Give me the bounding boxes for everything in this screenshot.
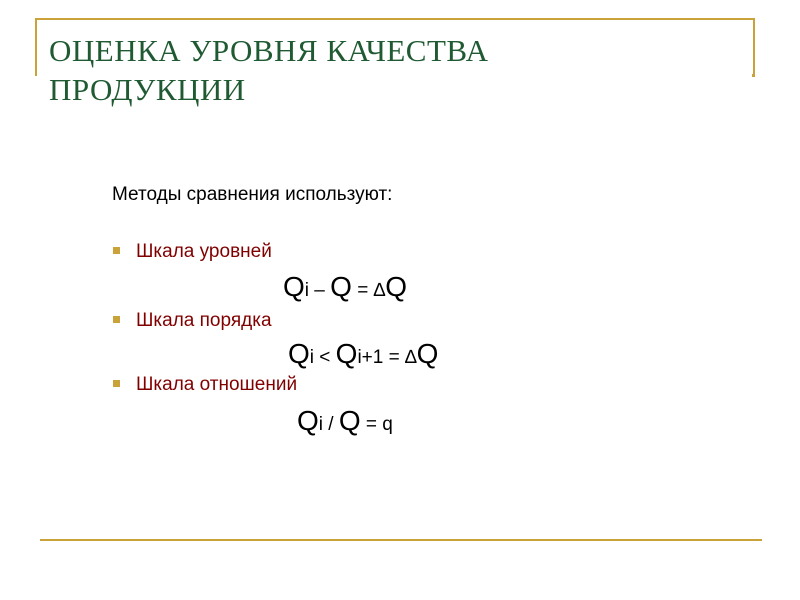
slide-title xyxy=(49,31,739,109)
intro-text: Методы сравнения используют: xyxy=(112,184,393,205)
title-frame-top-border xyxy=(35,18,755,20)
title-frame-right-border xyxy=(753,18,755,76)
list-item-label: Шкала порядка xyxy=(136,310,272,331)
formula-text: i – xyxy=(304,280,331,301)
formula-ratio-scale xyxy=(297,405,393,437)
formula-text: i / xyxy=(318,414,339,435)
list-item-label: Шкала уровней xyxy=(136,241,272,262)
formula-symbol: Q xyxy=(283,271,305,302)
list-item-order-scale xyxy=(113,310,272,332)
formula-symbol: Q xyxy=(297,405,319,436)
slide-title-line-1: ОЦЕНКА УРОВНЯ КАЧЕСТВА xyxy=(49,33,489,68)
formula-symbol: Q xyxy=(335,338,358,369)
title-frame-left-border xyxy=(35,18,37,76)
list-item-levels-scale xyxy=(113,241,272,263)
formula-symbol: Q xyxy=(385,271,407,302)
formula-text: = ∆ xyxy=(351,280,386,301)
bullet-icon xyxy=(113,380,120,387)
decorative-dot xyxy=(752,74,755,77)
formula-symbol: Q xyxy=(288,338,310,369)
slide-title-line-2: ПРОДУКЦИИ xyxy=(49,72,246,107)
bottom-divider xyxy=(40,539,762,541)
formula-text: = q xyxy=(360,414,393,435)
formula-order-scale xyxy=(288,338,438,370)
formula-symbol: Q xyxy=(416,338,439,369)
formula-levels-scale xyxy=(283,271,407,303)
bullet-icon xyxy=(113,316,120,323)
list-item-ratio-scale xyxy=(113,374,297,396)
list-item-label: Шкала отношений xyxy=(136,374,298,395)
formula-symbol: Q xyxy=(338,405,361,436)
bullet-icon xyxy=(113,247,120,254)
formula-text: i < xyxy=(309,347,336,368)
formula-text: i+1 = ∆ xyxy=(357,347,417,368)
formula-symbol: Q xyxy=(330,271,352,302)
